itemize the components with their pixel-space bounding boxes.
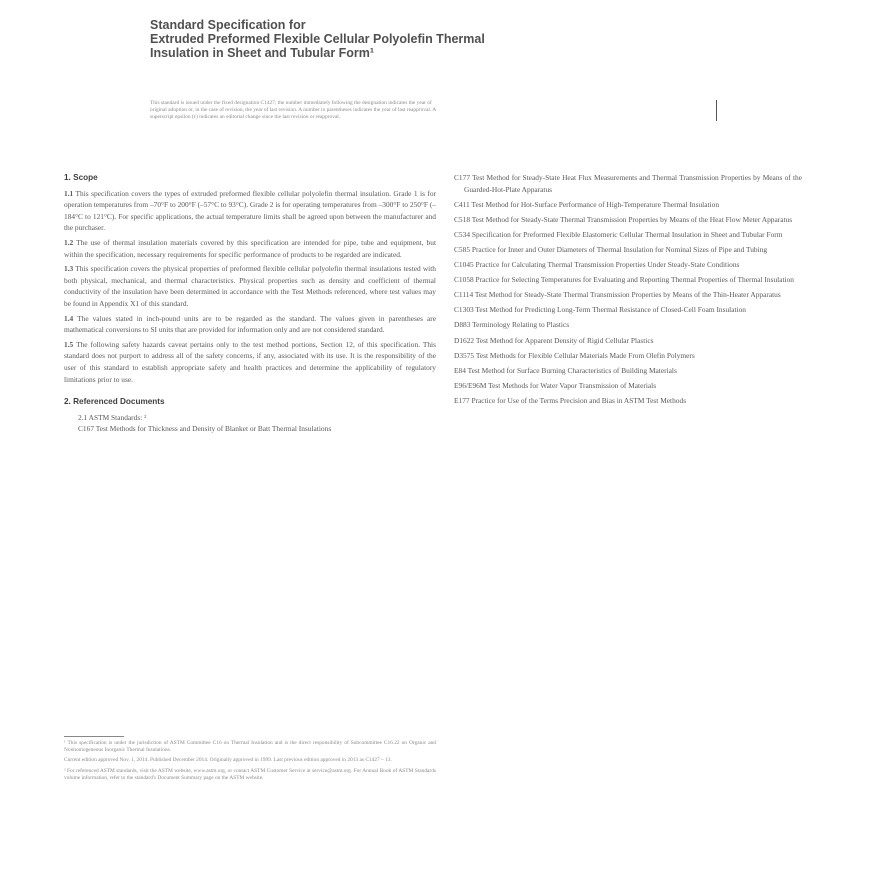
paragraph-number: 1.1 [64, 188, 74, 198]
reference-item: 2.1 ASTM Standards: ² [78, 412, 147, 422]
paragraph-text: This specification covers the physical properties of preformed flexible cellular polyolefin thermal insulations tested with both physical, mechanical, and thermal characteristics. Physical properties such as density and coefficient of thermal conductivity of the insulation have been determined in accordance with the Test Methods referenced, where test values may be found in Appendix X1 of this standard. [64, 264, 436, 308]
note-line: superscript epsilon (ε) indicates an editorial change since the last revision or reapproval. [150, 114, 341, 120]
footnote: Current edition approved Nov. 1, 2014. Published December 2014. Originally approved in 1999. Last previous edition approved in 2013 as C1427 – 13. [64, 757, 392, 764]
reference-item: E84 Test Method for Surface Burning Characteristics of Building Materials [454, 365, 677, 375]
reference-item: D883 Terminology Relating to Plastics [454, 320, 570, 330]
reference-item: C1114 Test Method for Steady-State Thermal Transmission Properties by Means of the Thin-Heater Apparatus [454, 290, 781, 300]
paragraph-number: 1.5 [64, 339, 74, 349]
reference-item: C1058 Practice for Selecting Temperatures for Evaluating and Reporting Thermal Properties of Thermal Insulation [454, 275, 794, 285]
title-line-1: Standard Specification for [150, 18, 306, 32]
note-line: original adoption or, in the case of revision, the year of last revision. A number in parentheses indicates the year of last reapproval. A [150, 107, 437, 113]
reference-item: D1622 Test Method for Apparent Density of Rigid Cellular Plastics [454, 335, 654, 345]
section-heading-referenced-documents: 2. Referenced Documents [64, 397, 165, 407]
paragraph-text: The values stated in inch-pound units are to be regarded as the standard. The values given in parentheses are mathematical conversions to SI units that are provided for information only and are not considered standard. [64, 313, 437, 335]
left-column [64, 172, 436, 435]
reference-item: C585 Practice for Inner and Outer Diameters of Thermal Insulation for Nominal Sizes of Pipe and Tubing [454, 244, 768, 254]
title-line-3: Insulation in Sheet and Tubular Form¹ [150, 46, 375, 60]
reference-item: D3575 Test Methods for Flexible Cellular Materials Made From Olefin Polymers [454, 350, 695, 360]
reference-item: C1045 Practice for Calculating Thermal Transmission Properties Under Steady-State Conditions [454, 260, 740, 270]
paragraph-text: This specification covers the types of extruded preformed flexible cellular polyolefin thermal insulation. Grade 1 is for operation temperatures from –70°F to 200°F (–57°C to 93°C). Grade 2 is for operating temperatures from –300°F to 250°F (–184°C to 121°C). For specific applications, the actual temperature limits shall be agreed upon between the manufacturer and the purchaser. [64, 188, 437, 233]
reference-item: E96/E96M Test Methods for Water Vapor Transmission of Materials [454, 380, 657, 390]
title-line-2: Extruded Preformed Flexible Cellular Polyolefin Thermal [150, 32, 485, 46]
document-title [150, 18, 710, 60]
paragraph-number: 1.2 [64, 237, 74, 247]
reference-list [64, 412, 436, 435]
paragraph-number: 1.3 [64, 264, 74, 274]
footnote: ¹ This specification is under the jurisdiction of ASTM Committee C16 on Thermal Insulation and is the direct responsibility of Subcommittee C16.22 on Organic and Nonhomogeneous Inorganic Thermal Insulations. [64, 740, 436, 754]
reference-item: C1303 Test Method for Predicting Long-Term Thermal Resistance of Closed-Cell Foam Insulation [454, 305, 747, 315]
reference-item: C534 Specification for Preformed Flexible Elastomeric Cellular Thermal Insulation in Sheet and Tubular Form [454, 229, 783, 239]
reference-item: C177 Test Method for Steady-State Heat Flux Measurements and Thermal Transmission Properties by Means of the Guarded-Hot-Plate Apparatus [454, 173, 802, 194]
designation-note [150, 100, 717, 121]
reference-item: E177 Practice for Use of the Terms Precision and Bias in ASTM Test Methods [454, 395, 687, 405]
paragraph [64, 339, 436, 388]
footnotes [64, 740, 436, 785]
paragraph [64, 237, 436, 263]
paragraph-text: The use of thermal insulation materials covered by this specification are intended for pipe, tube and equipment, but within the specification, necessary requirements for specific performance of products to be regarded are indicated. [64, 237, 436, 259]
reference-item: C518 Test Method for Steady-State Thermal Transmission Properties by Means of the Heat Flow Meter Apparatus [454, 214, 793, 224]
paragraph [64, 263, 436, 312]
paragraph [64, 188, 436, 237]
paragraph [64, 313, 436, 339]
reference-item: C411 Test Method for Hot-Surface Performance of High-Temperature Thermal Insulation [454, 199, 720, 209]
paragraph-text: The following safety hazards caveat pertains only to the test method portions, Section 12, of this specification. This standard does not purport to address all of the safety concerns, if any, associated with its use. It is the responsibility of the user of this standard to establish appropriate safety and health practices and determine the applicability of regulatory limitations prior to use. [64, 339, 436, 384]
right-column [454, 172, 802, 410]
paragraph-number: 1.4 [64, 313, 74, 323]
footnote-divider [64, 736, 124, 737]
reference-item: C167 Test Methods for Thickness and Density of Blanket or Batt Thermal Insulations [78, 424, 332, 434]
footnote: ² For referenced ASTM standards, visit the ASTM website, www.astm.org, or contact ASTM Customer Service at service@astm.org. For Annual Book of ASTM Standards volume information, refer to the standard's Document Summary page on the ASTM website. [64, 767, 436, 781]
note-line: This standard is issued under the fixed designation C1427; the number immediately following the designation indicates the year of [150, 100, 432, 106]
section-heading-scope: 1. Scope [64, 173, 98, 182]
